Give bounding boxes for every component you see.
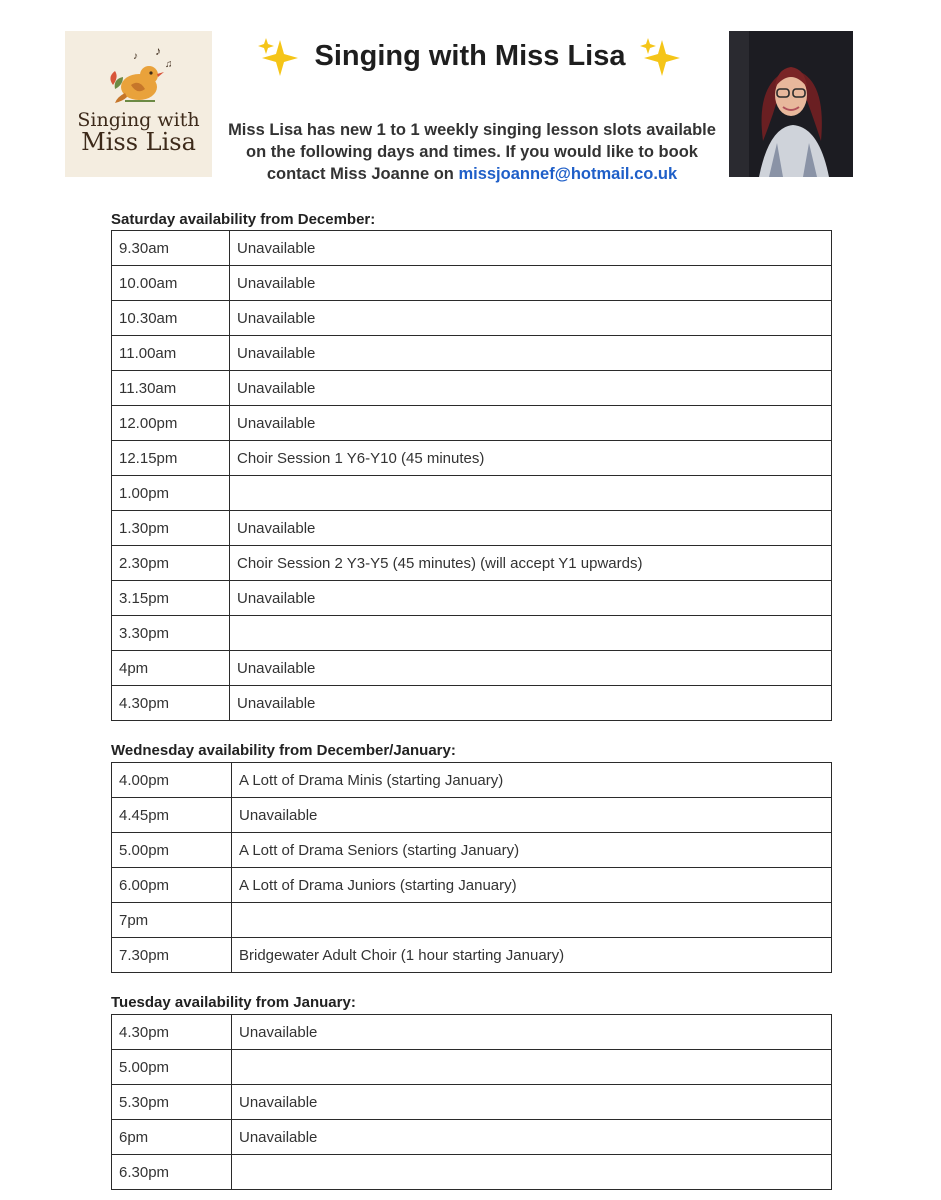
table-row — [112, 798, 832, 833]
time-cell: 11.00am — [112, 336, 230, 371]
status-cell: Unavailable — [230, 406, 832, 441]
table-row — [112, 616, 832, 651]
status-cell — [230, 616, 832, 651]
status-cell: A Lott of Drama Minis (starting January) — [232, 763, 832, 798]
table-row — [112, 868, 832, 903]
logo-line-2: Miss Lisa — [81, 128, 196, 156]
wednesday-heading: Wednesday availability from December/January: — [111, 742, 456, 759]
time-cell: 12.00pm — [112, 406, 230, 441]
status-cell: Unavailable — [230, 266, 832, 301]
status-cell — [232, 1155, 832, 1190]
email-link[interactable]: missjoannef@hotmail.co.uk — [458, 165, 678, 183]
table-row — [112, 371, 832, 406]
status-cell: Unavailable — [230, 581, 832, 616]
wednesday-table — [111, 762, 832, 973]
time-cell: 2.30pm — [112, 546, 230, 581]
status-cell — [230, 476, 832, 511]
status-cell: Unavailable — [232, 1120, 832, 1155]
time-cell: 6.00pm — [112, 868, 232, 903]
table-row — [112, 581, 832, 616]
table-row — [112, 1155, 832, 1190]
time-cell: 6pm — [112, 1120, 232, 1155]
time-cell: 1.30pm — [112, 511, 230, 546]
time-cell: 6.30pm — [112, 1155, 232, 1190]
bird-icon — [105, 45, 175, 107]
table-row — [112, 651, 832, 686]
intro-message: Miss Lisa has new 1 to 1 weekly singing lesson slots available on the following days and times. If you would like to book contact Miss Joanne on — [228, 121, 716, 183]
title-text: Singing with Miss Lisa — [314, 39, 626, 72]
table-row — [112, 476, 832, 511]
status-cell — [232, 1050, 832, 1085]
status-cell: Choir Session 2 Y3-Y5 (45 minutes) (will accept Y1 upwards) — [230, 546, 832, 581]
table-row — [112, 231, 832, 266]
time-cell: 9.30am — [112, 231, 230, 266]
table-row — [112, 266, 832, 301]
time-cell: 4.30pm — [112, 686, 230, 721]
time-cell: 4.45pm — [112, 798, 232, 833]
table-row — [112, 833, 832, 868]
tuesday-heading: Tuesday availability from January: — [111, 994, 356, 1011]
status-cell: Unavailable — [230, 511, 832, 546]
status-cell: Unavailable — [230, 686, 832, 721]
svg-text:♫: ♫ — [165, 59, 173, 70]
logo — [65, 31, 212, 177]
status-cell: Choir Session 1 Y6-Y10 (45 minutes) — [230, 441, 832, 476]
status-cell: Unavailable — [232, 1015, 832, 1050]
status-cell: Bridgewater Adult Choir (1 hour starting January) — [232, 938, 832, 973]
time-cell: 7pm — [112, 903, 232, 938]
time-cell: 5.00pm — [112, 833, 232, 868]
svg-text:♪: ♪ — [155, 45, 161, 58]
intro-text — [222, 119, 722, 185]
table-row — [112, 1015, 832, 1050]
logo-text — [65, 109, 212, 156]
time-cell: 10.00am — [112, 266, 230, 301]
table-row — [112, 511, 832, 546]
table-row — [112, 686, 832, 721]
svg-text:♪: ♪ — [133, 51, 138, 62]
table-row — [112, 903, 832, 938]
table-row — [112, 763, 832, 798]
status-cell: Unavailable — [232, 798, 832, 833]
time-cell: 4.00pm — [112, 763, 232, 798]
table-row — [112, 406, 832, 441]
table-row — [112, 1085, 832, 1120]
page-title — [255, 36, 685, 76]
sparkles-icon — [258, 36, 300, 76]
time-cell: 4pm — [112, 651, 230, 686]
status-cell: Unavailable — [232, 1085, 832, 1120]
status-cell: A Lott of Drama Seniors (starting January) — [232, 833, 832, 868]
status-cell: Unavailable — [230, 231, 832, 266]
table-row — [112, 1050, 832, 1085]
status-cell: A Lott of Drama Juniors (starting January) — [232, 868, 832, 903]
logo-line-1: Singing with — [77, 109, 200, 131]
time-cell: 5.00pm — [112, 1050, 232, 1085]
table-row — [112, 938, 832, 973]
table-row — [112, 301, 832, 336]
status-cell: Unavailable — [230, 336, 832, 371]
time-cell: 4.30pm — [112, 1015, 232, 1050]
time-cell: 11.30am — [112, 371, 230, 406]
saturday-table — [111, 230, 832, 721]
status-cell: Unavailable — [230, 651, 832, 686]
table-row — [112, 546, 832, 581]
portrait-image — [729, 31, 853, 177]
time-cell: 1.00pm — [112, 476, 230, 511]
saturday-heading: Saturday availability from December: — [111, 211, 376, 228]
time-cell: 5.30pm — [112, 1085, 232, 1120]
time-cell: 10.30am — [112, 301, 230, 336]
status-cell: Unavailable — [230, 301, 832, 336]
time-cell: 3.15pm — [112, 581, 230, 616]
status-cell: Unavailable — [230, 371, 832, 406]
time-cell: 3.30pm — [112, 616, 230, 651]
tuesday-table — [111, 1014, 832, 1190]
table-row — [112, 441, 832, 476]
profile-photo — [729, 31, 853, 177]
table-row — [112, 1120, 832, 1155]
sparkles-icon — [640, 36, 682, 76]
time-cell: 12.15pm — [112, 441, 230, 476]
status-cell — [232, 903, 832, 938]
table-row — [112, 336, 832, 371]
time-cell: 7.30pm — [112, 938, 232, 973]
